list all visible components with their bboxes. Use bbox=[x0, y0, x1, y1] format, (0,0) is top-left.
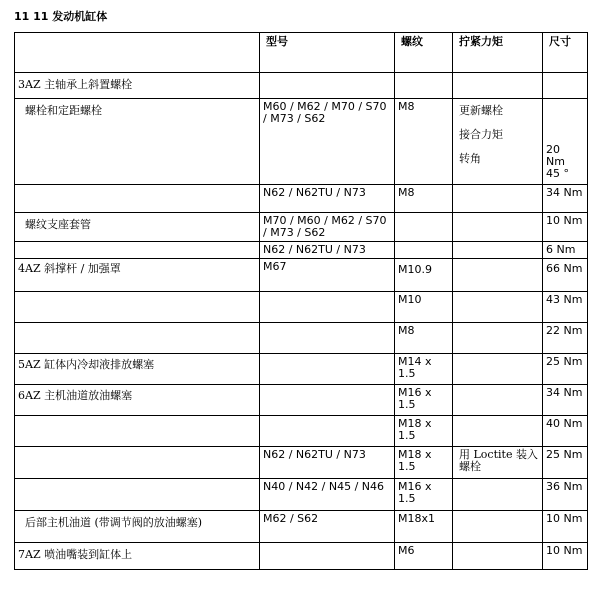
cell-size: 43 Nm bbox=[543, 292, 588, 323]
cell-torque bbox=[453, 354, 543, 385]
cell-name bbox=[15, 323, 260, 354]
cell-torque bbox=[453, 213, 543, 242]
cell-thread bbox=[395, 213, 453, 242]
cell-torque bbox=[453, 292, 543, 323]
cell-size: 34 Nm bbox=[543, 185, 588, 213]
cell-model bbox=[260, 543, 395, 570]
table-row bbox=[15, 99, 588, 185]
table-row bbox=[15, 242, 588, 259]
cell-name: 螺纹支座套管 bbox=[15, 213, 260, 242]
table-row bbox=[15, 213, 588, 242]
cell-name: 5AZ 缸体内冷却液排放螺塞 bbox=[15, 354, 260, 385]
cell-size: 10 Nm bbox=[543, 213, 588, 242]
table-row bbox=[15, 73, 588, 99]
cell-torque bbox=[453, 259, 543, 292]
cell-torque bbox=[453, 511, 543, 543]
cell-model: N62 / N62TU / N73 bbox=[260, 185, 395, 213]
size-line: 20 bbox=[546, 143, 560, 156]
header-model: 型号 bbox=[260, 33, 395, 73]
cell-torque bbox=[453, 543, 543, 570]
size-line: 45 ° bbox=[546, 167, 569, 180]
header-name bbox=[15, 33, 260, 73]
page-title: 11 11 发动机缸体 bbox=[14, 10, 108, 23]
cell-size: 36 Nm bbox=[543, 479, 588, 511]
table-row bbox=[15, 185, 588, 213]
cell-name bbox=[15, 479, 260, 511]
cell-name: 3AZ 主轴承上斜置螺栓 bbox=[15, 73, 260, 99]
header-thread: 螺纹 bbox=[395, 33, 453, 73]
cell-size: 40 Nm bbox=[543, 416, 588, 447]
cell-thread: M10 bbox=[395, 292, 453, 323]
cell-torque bbox=[453, 416, 543, 447]
table-row bbox=[15, 292, 588, 323]
cell-size: 25 Nm bbox=[543, 354, 588, 385]
cell-torque bbox=[453, 99, 543, 185]
cell-torque bbox=[453, 73, 543, 99]
header-size: 尺寸 bbox=[543, 33, 588, 73]
cell-model bbox=[260, 416, 395, 447]
cell-size: 34 Nm bbox=[543, 385, 588, 416]
cell-torque bbox=[453, 185, 543, 213]
cell-name: 7AZ 喷油嘴装到缸体上 bbox=[15, 543, 260, 570]
size-line: Nm bbox=[546, 155, 565, 168]
cell-model: N40 / N42 / N45 / N46 bbox=[260, 479, 395, 511]
cell-thread: M18x1 bbox=[395, 511, 453, 543]
cell-torque bbox=[453, 323, 543, 354]
cell-thread: M16 x 1.5 bbox=[395, 385, 453, 416]
cell-thread: M18 x 1.5 bbox=[395, 416, 453, 447]
cell-thread: M6 bbox=[395, 543, 453, 570]
cell-torque: 用 Loctite 装入螺栓 bbox=[453, 447, 543, 479]
cell-thread: M10.9 bbox=[395, 259, 453, 292]
torque-line: 更新螺栓 bbox=[459, 104, 503, 117]
cell-name bbox=[15, 292, 260, 323]
table-row bbox=[15, 323, 588, 354]
cell-thread: M8 bbox=[395, 185, 453, 213]
cell-name bbox=[15, 185, 260, 213]
table-row bbox=[15, 543, 588, 570]
cell-name: 螺栓和定距螺栓 bbox=[15, 99, 260, 185]
cell-size bbox=[543, 99, 588, 185]
cell-thread: M16 x 1.5 bbox=[395, 479, 453, 511]
cell-model: M70 / M60 / M62 / S70 / M73 / S62 bbox=[260, 213, 395, 242]
cell-name: 6AZ 主机油道放油螺塞 bbox=[15, 385, 260, 416]
cell-name bbox=[15, 416, 260, 447]
cell-size: 25 Nm bbox=[543, 447, 588, 479]
header-torque: 拧紧力矩 bbox=[453, 33, 543, 73]
cell-model: M60 / M62 / M70 / S70 / M73 / S62 bbox=[260, 99, 395, 185]
cell-thread bbox=[395, 242, 453, 259]
cell-model: M62 / S62 bbox=[260, 511, 395, 543]
cell-size: 66 Nm bbox=[543, 259, 588, 292]
table-row bbox=[15, 416, 588, 447]
cell-model: N62 / N62TU / N73 bbox=[260, 447, 395, 479]
table-row bbox=[15, 447, 588, 479]
cell-thread: M8 bbox=[395, 323, 453, 354]
cell-size: 22 Nm bbox=[543, 323, 588, 354]
table-row bbox=[15, 511, 588, 543]
cell-thread: M18 x 1.5 bbox=[395, 447, 453, 479]
cell-model bbox=[260, 385, 395, 416]
torque-line: 接合力矩 bbox=[459, 128, 503, 141]
cell-model bbox=[260, 292, 395, 323]
table-row bbox=[15, 354, 588, 385]
cell-torque bbox=[453, 385, 543, 416]
cell-size: 10 Nm bbox=[543, 511, 588, 543]
table-row bbox=[15, 385, 588, 416]
table-header-row bbox=[15, 33, 588, 73]
cell-model bbox=[260, 323, 395, 354]
cell-size bbox=[543, 73, 588, 99]
cell-thread: M8 bbox=[395, 99, 453, 185]
cell-name bbox=[15, 447, 260, 479]
cell-model: M67 bbox=[260, 259, 395, 292]
cell-model: N62 / N62TU / N73 bbox=[260, 242, 395, 259]
torque-spec-table bbox=[14, 32, 588, 570]
cell-thread bbox=[395, 73, 453, 99]
cell-name: 后部主机油道 (带调节阀的放油螺塞) bbox=[15, 511, 260, 543]
cell-torque bbox=[453, 479, 543, 511]
table-row bbox=[15, 259, 588, 292]
cell-model bbox=[260, 354, 395, 385]
cell-torque bbox=[453, 242, 543, 259]
cell-model bbox=[260, 73, 395, 99]
cell-name bbox=[15, 242, 260, 259]
cell-size: 10 Nm bbox=[543, 543, 588, 570]
cell-name: 4AZ 斜撑杆 / 加强罩 bbox=[15, 259, 260, 292]
cell-thread: M14 x 1.5 bbox=[395, 354, 453, 385]
cell-size: 6 Nm bbox=[543, 242, 588, 259]
table-row bbox=[15, 479, 588, 511]
torque-line: 转角 bbox=[459, 152, 481, 165]
